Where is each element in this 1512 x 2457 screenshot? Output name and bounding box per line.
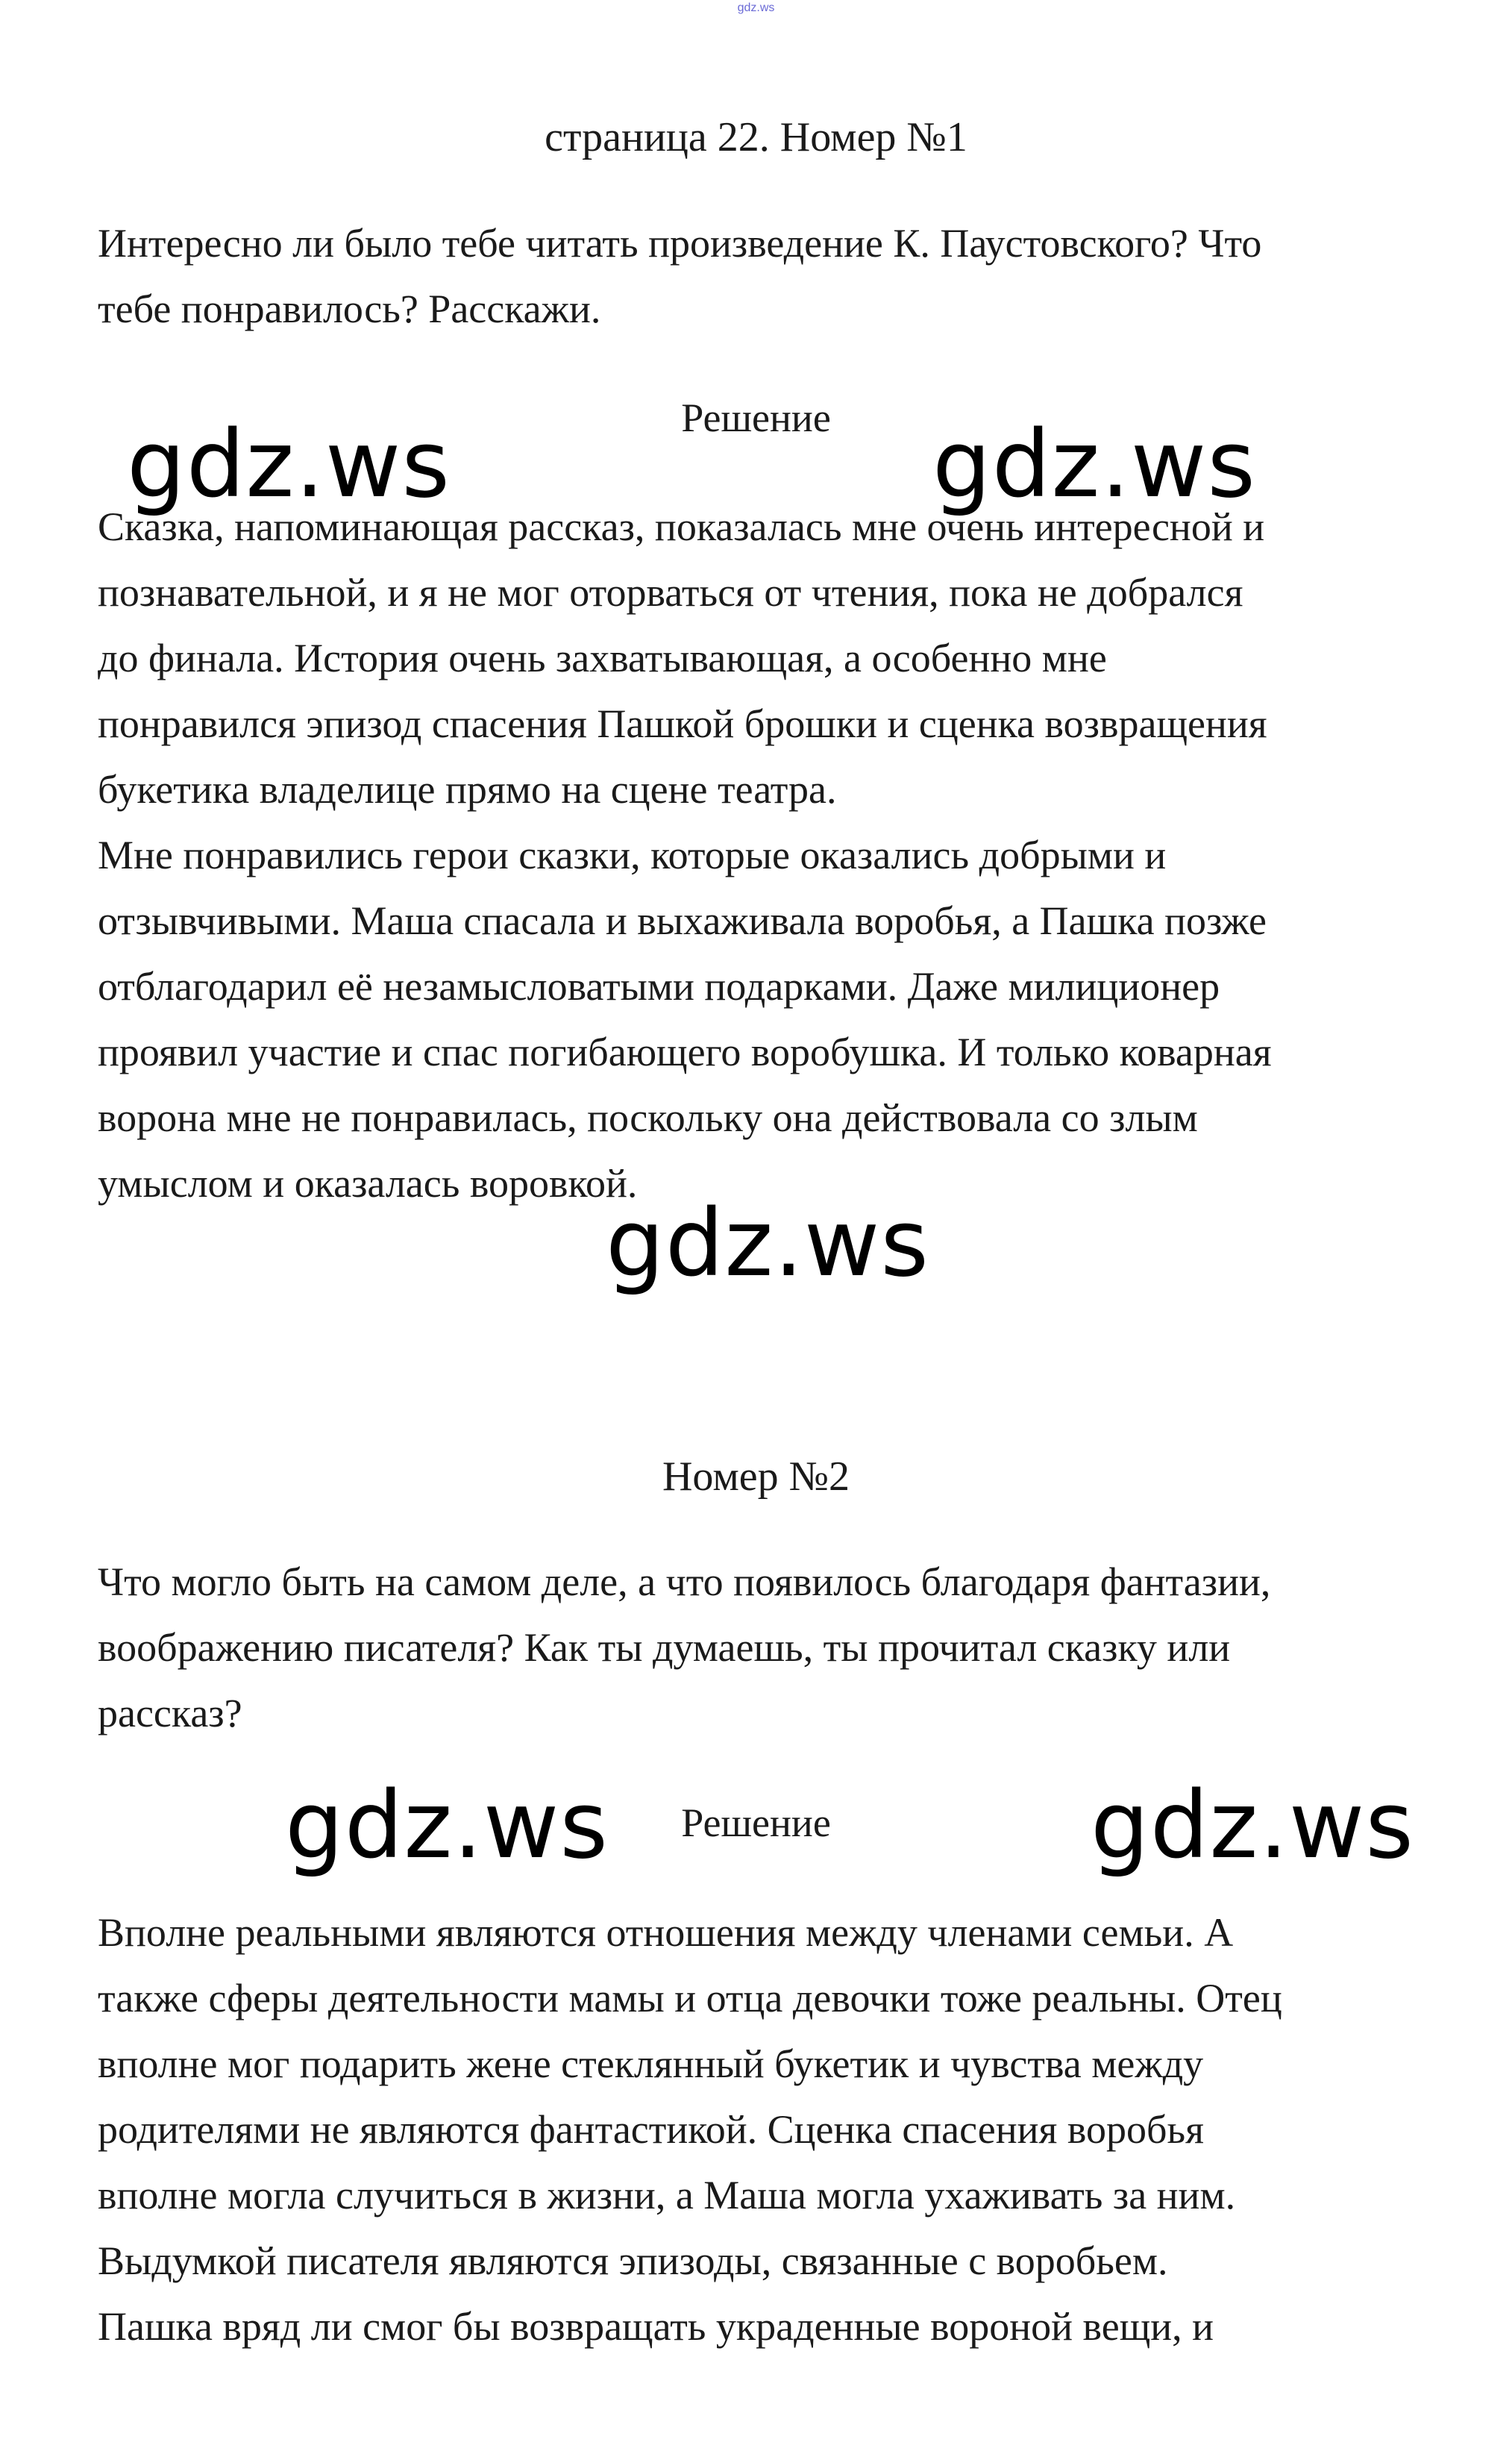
question-line: Что могло быть на самом деле, а что появилось благодаря фантазии, bbox=[98, 1559, 1271, 1604]
question-line: Интересно ли было тебе читать произведение К. Паустовского? Что bbox=[98, 221, 1262, 266]
answer-line: Вполне реальными являются отношения между членами семьи. А bbox=[98, 1910, 1234, 1955]
question-line: рассказ? bbox=[98, 1691, 242, 1735]
answer-line: Пашка вряд ли смог бы возвращать украденные вороной вещи, и bbox=[98, 2304, 1214, 2349]
question-line: воображению писателя? Как ты думаешь, ты прочитал сказку или bbox=[98, 1625, 1231, 1670]
answer-line: также сферы деятельности мамы и отца девочки тоже реальны. Отец bbox=[98, 1976, 1282, 2021]
answer-line: отзывчивыми. Маша спасала и выхаживала воробья, а Пашка позже bbox=[98, 898, 1267, 943]
answer-line: вполне мог подарить жене стеклянный букетик и чувства между bbox=[98, 2041, 1204, 2086]
answer-line: понравился эпизод спасения Пашкой брошки и сценка возвращения bbox=[98, 701, 1267, 746]
answer-line: ворона мне не понравилась, поскольку она действовала со злым bbox=[98, 1095, 1198, 1140]
question-line: тебе понравилось? Расскажи. bbox=[98, 287, 601, 331]
answer-line: вполне могла случиться в жизни, а Маша могла ухаживать за ним. bbox=[98, 2173, 1236, 2217]
watermark-text: gdz.ws bbox=[932, 411, 1256, 519]
answer-line: умыслом и оказалась воровкой. bbox=[98, 1161, 638, 1206]
answer-line: познавательной, и я не мог оторваться от чтения, пока не добрался bbox=[98, 570, 1243, 615]
answer-line: до финала. История очень захватывающая, а особенно мне bbox=[98, 636, 1107, 680]
section2-answer bbox=[98, 1900, 1433, 2359]
watermark-text: gdz.ws bbox=[127, 411, 451, 519]
answer-line: родителями не являются фантастикой. Сценка спасения воробья bbox=[98, 2107, 1204, 2152]
section1-answer bbox=[98, 494, 1433, 1216]
watermark-text: gdz.ws bbox=[1091, 1772, 1414, 1879]
top-watermark: gdz.ws bbox=[737, 1, 775, 14]
answer-line: букетика владелице прямо на сцене театра. bbox=[98, 767, 837, 812]
section2-solution-label: Решение bbox=[681, 1800, 831, 1845]
answer-line: Сказка, напоминающая рассказ, показалась мне очень интересной и bbox=[98, 504, 1265, 549]
answer-line: Мне понравились герои сказки, которые оказались добрыми и bbox=[98, 833, 1167, 877]
watermark-text: gdz.ws bbox=[606, 1190, 929, 1298]
section2-heading: Номер №2 bbox=[662, 1453, 850, 1500]
answer-line: отблагодарил её незамысловатыми подарками. Даже милиционер bbox=[98, 964, 1220, 1009]
answer-line: Выдумкой писателя являются эпизоды, связанные с воробьем. bbox=[98, 2238, 1168, 2283]
watermark-text: gdz.ws bbox=[285, 1772, 609, 1879]
section1-solution-label: Решение bbox=[681, 395, 831, 440]
section2-question bbox=[98, 1549, 1433, 1746]
section1-heading: страница 22. Номер №1 bbox=[545, 114, 967, 160]
answer-line: проявил участие и спас погибающего воробушка. И только коварная bbox=[98, 1030, 1272, 1074]
section1-question bbox=[98, 210, 1433, 342]
